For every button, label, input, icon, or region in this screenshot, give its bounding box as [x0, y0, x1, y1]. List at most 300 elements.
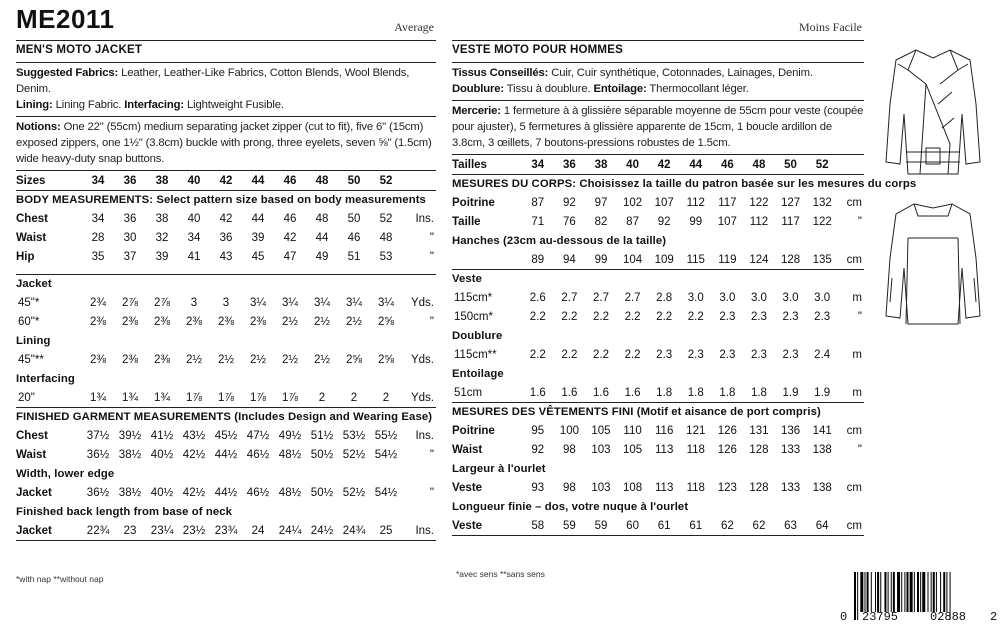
cell-value: 2⅜ [90, 354, 106, 366]
size-value: 40 [617, 155, 649, 175]
cell-value: 37½ [86, 430, 110, 442]
cell-value: 46 [283, 213, 297, 225]
barcode-bar [914, 572, 915, 612]
sizes-label: Tailles [452, 155, 522, 175]
barcode-bar [931, 572, 932, 612]
fabrics-block-fr [452, 62, 864, 100]
barcode-bar [907, 572, 909, 612]
cell-value: 30 [123, 232, 137, 244]
section-row [452, 403, 864, 422]
fabrics-text-fr: Cuir, Cuir synthétique, Cotonnades, Lainages, Denim. [548, 67, 813, 79]
section-row [452, 232, 864, 251]
row-label: Chest [16, 430, 48, 442]
barcode-bar [943, 572, 945, 612]
barcode-bar [897, 572, 900, 612]
cell-value: 47½ [246, 430, 270, 442]
cell-value: 122 [749, 197, 769, 209]
sizes-label: Sizes [16, 171, 82, 191]
cell-value: 1¾ [114, 389, 146, 408]
row-unit: cm [838, 517, 864, 536]
row-unit: cm [846, 482, 862, 494]
cell-value: 2⅝ [378, 316, 394, 328]
cell-value: 2.3 [750, 349, 767, 361]
cell-value: 46½ [246, 449, 270, 461]
cell-value: 24¾ [338, 522, 370, 541]
cell-value: 23 [114, 522, 146, 541]
cell-value: 119 [718, 253, 737, 266]
difficulty-level-fr: Moins Facile [799, 20, 862, 34]
size-value: 48 [306, 171, 338, 191]
section-heading: Entoilage [452, 368, 504, 380]
cell-value: 113 [655, 444, 674, 456]
section-row [452, 498, 864, 517]
table-row [452, 422, 864, 441]
cell-value: 1.9 [775, 384, 807, 403]
size-value: 48 [743, 155, 775, 175]
row-label: 20" [16, 389, 82, 408]
section-heading: Hanches (23cm au-dessous de la taille) [452, 235, 667, 247]
row-label: Waist [16, 449, 47, 461]
footnote: *with nap **without nap [16, 574, 104, 584]
cell-value: 117 [718, 197, 737, 209]
footnote-fr: *avec sens **sans sens [456, 569, 545, 579]
measurement-table [16, 170, 436, 541]
cell-value: 36½ [86, 487, 110, 499]
row-unit: " [857, 216, 862, 228]
cell-value: 24 [242, 522, 274, 541]
cell-value: 118 [686, 482, 705, 494]
barcode-bar [867, 572, 869, 612]
cell-value: 87 [531, 197, 545, 209]
size-value: 42 [648, 155, 680, 175]
notions-text: One 22" (55cm) medium separating jacket zipper (cut to fit), five 6" (15cm) exposed zippers, one 1½" (3.8cm) buckle with prong, three eyelets, seven ⅝" (1.5cm) wide heavy-duty snap buttons. [16, 121, 432, 165]
table-row [16, 210, 436, 229]
cell-value: 136 [780, 425, 801, 437]
cell-value: 124 [749, 253, 769, 266]
cell-value: 23½ [178, 522, 210, 541]
barcode-bar [928, 572, 929, 612]
table-row [452, 308, 864, 327]
section-heading: Largeur à l'ourlet [452, 463, 546, 475]
cell-value: 32 [155, 232, 169, 244]
sizes-row [16, 171, 436, 191]
sizes-unit-blank [838, 155, 864, 175]
cell-value: 48½ [278, 449, 302, 461]
cell-value: 3¼ [314, 297, 330, 309]
section-heading: FINISHED GARMENT MEASUREMENTS (Includes Design and Wearing Ease) [16, 411, 433, 424]
cell-value: 2.3 [719, 349, 736, 361]
cell-value: 3.0 [750, 292, 767, 304]
barcode-bar [940, 572, 941, 612]
cell-value: 3.0 [687, 292, 704, 304]
cell-value: 1⅞ [242, 389, 274, 408]
row-unit: Ins. [402, 522, 436, 541]
row-label: 45"** [18, 354, 44, 366]
cell-value: 105 [622, 444, 643, 456]
barcode-bar [877, 572, 879, 612]
cell-value: 40 [187, 213, 201, 225]
table-row [16, 522, 436, 541]
cell-value: 2.7 [561, 292, 578, 304]
cell-value: 103 [591, 444, 611, 456]
difficulty-level: Average [394, 20, 434, 34]
cell-value: 121 [686, 425, 706, 437]
cell-value: 2⅜ [154, 316, 170, 328]
cell-value: 52½ [342, 449, 366, 461]
cell-value: 2⅜ [218, 316, 234, 328]
cell-value: 45½ [214, 430, 238, 442]
barcode-bar [904, 572, 905, 612]
cell-value: 1¾ [146, 389, 178, 408]
cell-value: 44 [315, 232, 329, 244]
cell-value: 48½ [278, 487, 302, 499]
section-heading: Longueur finie – dos, votre nuque à l'ourlet [452, 501, 689, 513]
cell-value: 22¾ [82, 522, 114, 541]
barcode-check-digit: 2 [990, 610, 998, 624]
section-row [16, 503, 436, 522]
cell-value: 38½ [118, 487, 142, 499]
table-row [16, 248, 436, 267]
cell-value: 24¼ [274, 522, 306, 541]
cell-value: 107 [654, 197, 674, 209]
section-row [16, 370, 436, 389]
barcode-bar [880, 572, 881, 612]
cell-value: 118 [686, 444, 705, 456]
row-unit: cm [846, 425, 862, 437]
row-label: Jacket [16, 487, 52, 499]
cell-value: 1⅞ [274, 389, 306, 408]
cell-value: 3.0 [814, 292, 831, 304]
cell-value: 122 [812, 216, 832, 228]
cell-value: 2.2 [561, 311, 578, 323]
barcode-bar [884, 572, 886, 612]
cell-value: 3 [222, 297, 230, 309]
cell-value: 97 [594, 197, 608, 209]
cell-value: 2.2 [592, 349, 609, 361]
header-row [16, 4, 436, 40]
cell-value: 2.3 [687, 349, 704, 361]
cell-value: 3¼ [346, 297, 362, 309]
cell-value: 92 [562, 197, 576, 209]
cell-value: 61 [680, 517, 712, 536]
cell-value: 87 [626, 216, 639, 228]
section-heading: Finished back length from base of neck [16, 506, 232, 518]
lining-text-fr: Tissu à doublure. [504, 83, 594, 95]
row-label: Waist [452, 444, 483, 456]
cell-value: 1.9 [806, 384, 838, 403]
cell-value: 93 [531, 482, 545, 494]
jacket-back-sketch [878, 198, 988, 328]
barcode-bar [857, 572, 858, 620]
cell-value: 2.2 [561, 349, 578, 361]
cell-value: 2 [370, 389, 402, 408]
cell-value: 3¼ [282, 297, 298, 309]
cell-value: 112 [686, 197, 705, 209]
barcode-bar [920, 572, 921, 612]
cell-value: 2.2 [624, 349, 641, 361]
section-row [452, 175, 864, 194]
size-value: 36 [554, 155, 586, 175]
table-row [16, 427, 436, 446]
cell-value: 2 [306, 389, 338, 408]
barcode-bar [917, 572, 919, 612]
cell-value: 2.3 [814, 311, 831, 323]
spacer [16, 267, 436, 275]
cell-value: 40½ [150, 487, 174, 499]
row-unit: " [857, 311, 862, 323]
cell-value: 2⅜ [90, 316, 106, 328]
cell-value: 2.3 [656, 349, 673, 361]
size-value: 36 [114, 171, 146, 191]
cell-value: 2½ [314, 354, 330, 366]
cell-value: 2⅜ [250, 316, 266, 328]
row-unit: m [852, 292, 862, 304]
cell-value: 1.6 [522, 384, 554, 403]
cell-value: 2½ [250, 354, 266, 366]
cell-value: 2.3 [782, 311, 799, 323]
table-row [16, 351, 436, 370]
table-row [452, 251, 864, 270]
section-row [452, 270, 864, 289]
cell-value: 44 [251, 213, 265, 225]
row-label: 150cm* [454, 311, 493, 323]
table-row [452, 194, 864, 213]
barcode-lead-digit: 0 [840, 610, 848, 624]
cell-value: 2⅜ [154, 354, 170, 366]
row-unit: Yds. [410, 354, 434, 366]
section-row [452, 365, 864, 384]
fabrics-block [16, 62, 436, 116]
cell-value: 54½ [374, 487, 398, 499]
row-label: Chest [16, 213, 48, 225]
cell-value: 133 [780, 444, 801, 456]
interfacing-text: Lightweight Fusible. [184, 99, 284, 111]
cell-value: 3¼ [378, 297, 394, 309]
cell-value: 42 [219, 213, 233, 225]
cell-value: 50 [347, 213, 361, 225]
row-label: 45"* [18, 297, 40, 309]
cell-value: 48 [379, 232, 393, 244]
notions-block-fr [452, 100, 864, 154]
table-row [452, 384, 864, 403]
row-unit: cm [846, 253, 862, 266]
cell-value: 133 [780, 482, 801, 494]
lining-text: Lining Fabric. [52, 99, 125, 111]
cell-value: 49 [315, 251, 329, 263]
cell-value: 2.3 [719, 311, 736, 323]
section-heading: Doublure [452, 330, 503, 342]
cell-value: 2½ [218, 354, 234, 366]
cell-value: 3 [190, 297, 198, 309]
cell-value: 1.6 [617, 384, 649, 403]
row-unit: Yds. [410, 297, 434, 309]
cell-value: 44½ [214, 449, 238, 461]
cell-value: 128 [780, 253, 801, 266]
cell-value: 24½ [306, 522, 338, 541]
cell-value: 51 [347, 251, 361, 263]
row-unit: m [838, 384, 864, 403]
size-value: 38 [146, 171, 178, 191]
table-row [16, 484, 436, 503]
fabrics-label: Suggested Fabrics: [16, 67, 119, 79]
size-value: 40 [178, 171, 210, 191]
cell-value: 50½ [310, 449, 334, 461]
cell-value: 2.2 [529, 311, 546, 323]
cell-value: 37 [123, 251, 137, 263]
cell-value: 54½ [374, 449, 398, 461]
barcode-bar [860, 572, 863, 612]
cell-value: 135 [812, 253, 832, 266]
cell-value: 110 [623, 425, 642, 437]
cell-value: 2⅞ [122, 297, 138, 309]
size-value: 52 [370, 171, 402, 191]
cell-value: 1.8 [648, 384, 680, 403]
cell-value: 50½ [310, 487, 334, 499]
cell-value: 58 [522, 517, 554, 536]
cell-value: 39 [155, 251, 169, 263]
cell-value: 51½ [310, 430, 334, 442]
cell-value: 2⅝ [346, 354, 362, 366]
size-value: 50 [775, 155, 807, 175]
size-value: 46 [274, 171, 306, 191]
row-label: 60"* [18, 316, 40, 328]
cell-value: 53 [379, 251, 393, 263]
cell-value: 105 [591, 425, 611, 437]
cell-value: 92 [657, 216, 671, 228]
cell-value: 126 [717, 425, 737, 437]
cell-value: 99 [689, 216, 703, 228]
french-column [452, 4, 917, 536]
section-row [16, 275, 436, 294]
row-label: Waist [16, 232, 47, 244]
fabrics-label-fr: Tissus Conseillés: [452, 67, 549, 79]
cell-value: 36½ [86, 449, 110, 461]
cell-value: 89 [531, 253, 545, 266]
row-label: Poitrine [452, 425, 495, 437]
cell-value: 42½ [182, 449, 206, 461]
cell-value: 117 [781, 216, 800, 228]
cell-value: 138 [812, 482, 832, 494]
size-value: 34 [522, 155, 554, 175]
cell-value: 2.3 [750, 311, 767, 323]
barcode-bar [910, 572, 913, 612]
row-unit: " [429, 316, 434, 328]
cell-value: 2.2 [529, 349, 546, 361]
notions-label-fr: Mercerie: [452, 105, 501, 117]
cell-value: 2.6 [529, 292, 546, 304]
spacer-row [16, 267, 436, 275]
cell-value: 59 [585, 517, 617, 536]
jacket-front-sketch [878, 44, 988, 192]
row-label: Jacket [16, 522, 82, 541]
header-row-fr [452, 4, 864, 40]
row-label: 115cm* [454, 292, 493, 304]
cell-value: 3.0 [719, 292, 736, 304]
cell-value: 43 [219, 251, 233, 263]
section-heading: Veste [452, 270, 864, 289]
cell-value: 100 [559, 425, 579, 437]
cell-value: 38 [155, 213, 169, 225]
barcode-left-digits: 23795 [862, 610, 899, 624]
cell-value: 2.4 [814, 349, 831, 361]
table-row [452, 346, 864, 365]
table-row [452, 289, 864, 308]
cell-value: 2.2 [687, 311, 704, 323]
cell-value: 2½ [314, 316, 330, 328]
cell-value: 25 [370, 522, 402, 541]
row-unit: Ins. [415, 430, 434, 442]
cell-value: 36 [123, 213, 137, 225]
cell-value: 103 [591, 482, 611, 494]
cell-value: 55½ [374, 430, 398, 442]
sizes-unit-blank [402, 171, 436, 191]
cell-value: 40½ [150, 449, 174, 461]
cell-value: 39½ [118, 430, 142, 442]
row-label: Hip [16, 251, 35, 263]
cell-value: 41 [187, 251, 201, 263]
cell-value: 132 [812, 197, 832, 209]
notions-block [16, 116, 436, 170]
size-value: 38 [585, 155, 617, 175]
cell-value: 64 [806, 517, 838, 536]
cell-value: 1.8 [712, 384, 744, 403]
notions-text-fr: 1 fermeture à à glissière séparable moyenne de 55cm pour veste (coupée pour ajuster), 5 fermetures à glissière apparente de 15cm, 1 boucle ardillon de 3.8cm, 3 œillets, 7 boutons-pressions robustes de 1.5cm. [452, 105, 864, 149]
cell-value: 42 [283, 232, 297, 244]
sizes-row [452, 155, 864, 175]
cell-value: 61 [648, 517, 680, 536]
measurement-table-fr [452, 154, 917, 536]
table-row [16, 389, 436, 408]
row-label: Poitrine [452, 197, 495, 209]
barcode-bar [936, 572, 937, 612]
cell-value: 76 [562, 216, 576, 228]
row-label: 115cm** [454, 349, 497, 361]
row-unit: " [429, 487, 434, 499]
cell-value: 2 [338, 389, 370, 408]
row-label: Veste [452, 482, 483, 494]
cell-value: 108 [622, 482, 643, 494]
barcode-bar [922, 572, 925, 612]
table-row [452, 441, 864, 460]
size-value: 46 [712, 155, 744, 175]
barcode-bar [946, 572, 947, 612]
table-row [16, 446, 436, 465]
cell-value: 23¾ [210, 522, 242, 541]
cell-value: 1.6 [554, 384, 586, 403]
cell-value: 28 [91, 232, 105, 244]
cell-value: 123 [717, 482, 737, 494]
cell-value: 47 [283, 251, 297, 263]
section-heading: Lining [16, 335, 51, 347]
barcode-bar [893, 572, 895, 612]
section-row [452, 460, 864, 479]
cell-value: 44½ [214, 487, 238, 499]
size-value: 52 [806, 155, 838, 175]
cell-value: 95 [531, 425, 545, 437]
section-row [452, 327, 864, 346]
cell-value: 3¼ [250, 297, 266, 309]
cell-value: 2⅜ [122, 316, 138, 328]
cell-value: 36 [219, 232, 233, 244]
interfacing-text-fr: Thermocollant léger. [646, 83, 749, 95]
row-unit: " [429, 251, 434, 263]
notions-label: Notions: [16, 121, 61, 133]
cell-value: 34 [91, 213, 105, 225]
row-label: Taille [452, 216, 481, 228]
cell-value: 2⅝ [378, 354, 394, 366]
cell-value: 2¾ [90, 297, 106, 309]
cell-value: 1.8 [680, 384, 712, 403]
